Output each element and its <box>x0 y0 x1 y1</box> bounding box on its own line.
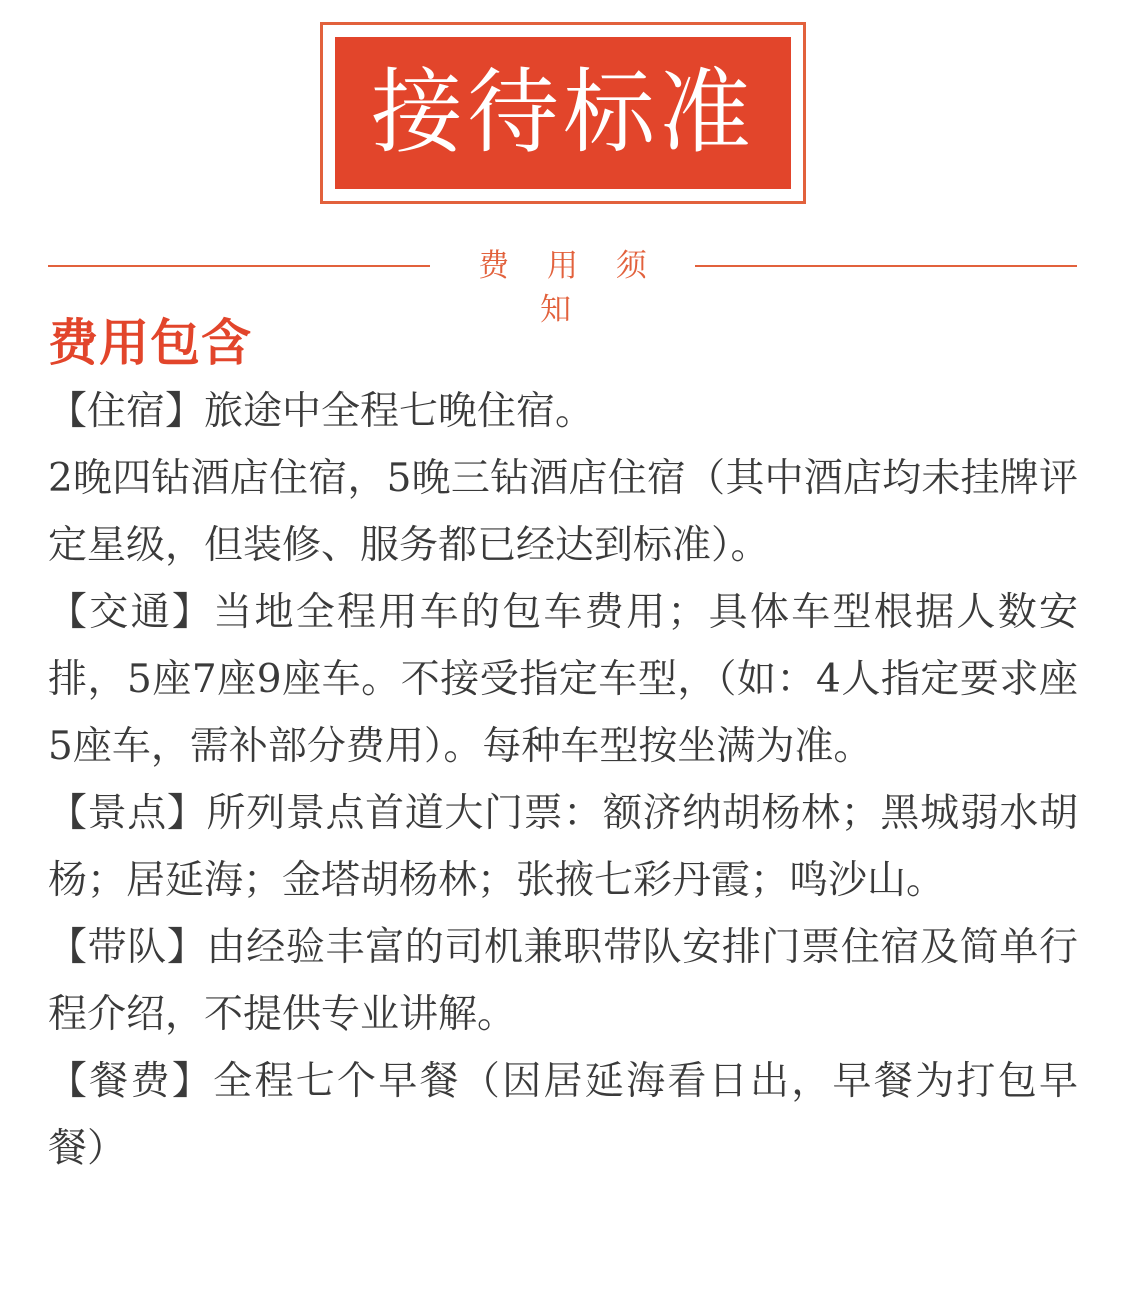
title-banner-fill <box>335 37 791 189</box>
paragraph-accommodation: 【住宿】旅途中全程七晚住宿。 <box>48 389 595 434</box>
subtitle-divider <box>48 244 1077 328</box>
divider-line-left <box>48 265 430 267</box>
page-title: 接待标准 <box>370 59 755 166</box>
subtitle: 费 用 须 知 <box>478 248 661 328</box>
paragraph-meals: 【餐费】全程七个早餐（因居延海看日出，早餐为打包早餐） <box>48 1059 1078 1171</box>
section-heading: 费用包含 <box>48 314 252 372</box>
paragraph-transport: 【交通】当地全程用车的包车费用；具体车型根据人数安排，5座7座9座车。不接受指定车型，（如：4人指定要求座5座车，需补部分费用）。每种车型按坐满为准。 <box>48 590 1078 769</box>
title-banner <box>320 22 806 204</box>
divider-line-right <box>695 265 1077 267</box>
content-body <box>48 378 1078 1182</box>
paragraph-hotel-detail: 2晚四钻酒店住宿，5晚三钻酒店住宿（其中酒店均未挂牌评定星级，但装修、服务都已经达到标准）。 <box>48 456 1078 568</box>
paragraph-attractions: 【景点】所列景点首道大门票：额济纳胡杨林；黑城弱水胡杨；居延海；金塔胡杨林；张掖七彩丹霞；鸣沙山。 <box>48 791 1078 903</box>
paragraph-guide: 【带队】由经验丰富的司机兼职带队安排门票住宿及简单行程介绍，不提供专业讲解。 <box>48 925 1078 1037</box>
